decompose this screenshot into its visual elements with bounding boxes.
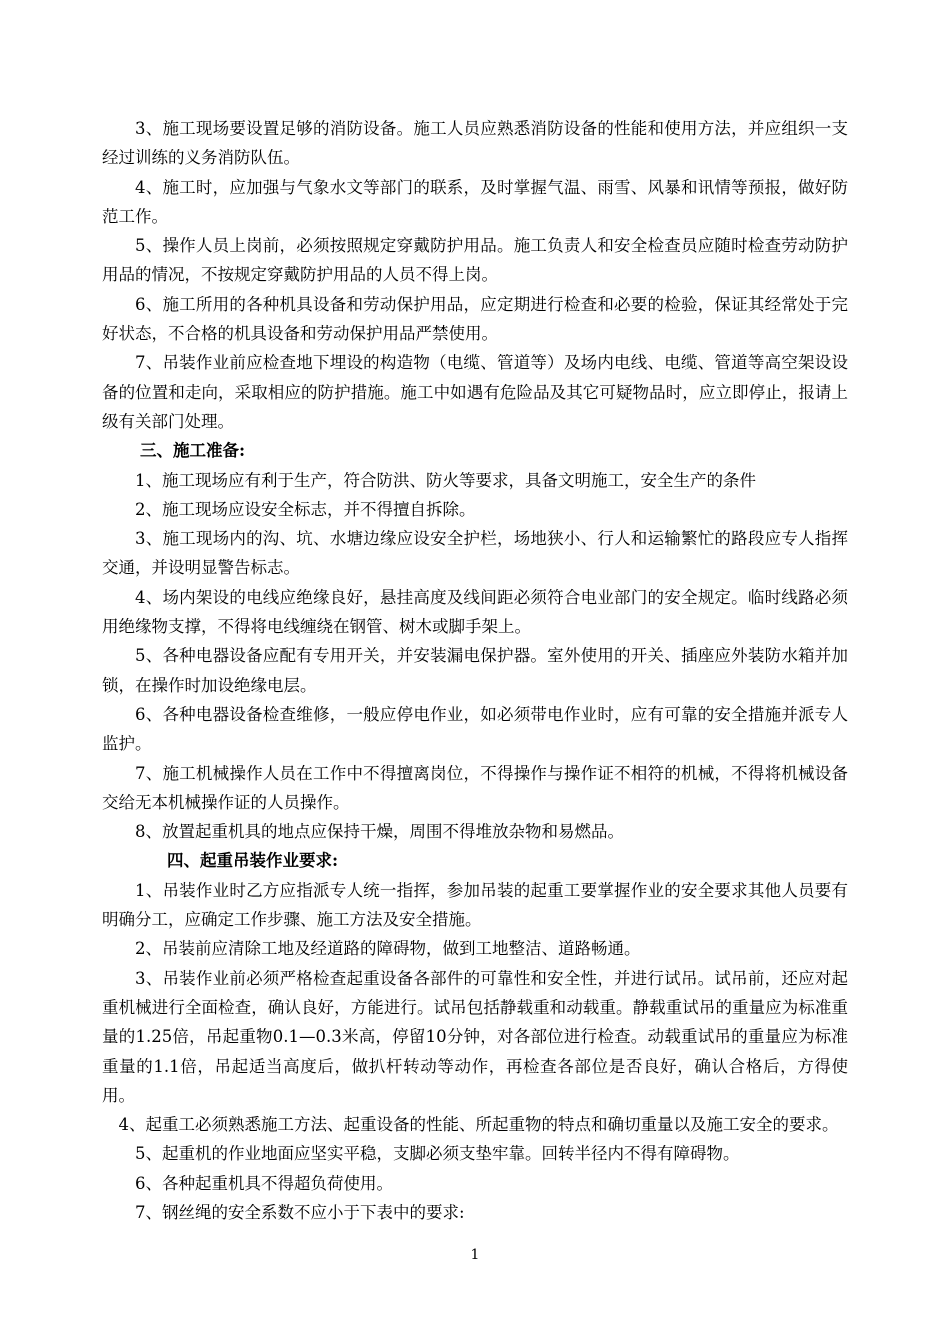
section3-item-4: 4、场内架设的电线应绝缘良好，悬挂高度及线间距必须符合电业部门的安全规定。临时线路必须用绝缘物支撑，不得将电线缠绕在钢管、树木或脚手架上。	[102, 587, 848, 637]
section3-item-6: 6、各种电器设备检查维修，一般应停电作业，如必须带电作业时，应有可靠的安全措施并派专人监护。	[102, 704, 848, 754]
section4-item-2: 2、吊装前应清除工地及经道路的障碍物，做到工地整洁、道路畅通。	[135, 939, 641, 959]
section3-heading: 三、施工准备:	[140, 441, 246, 461]
section3-item-5: 5、各种电器设备应配有专用开关，并安装漏电保护器。室外使用的开关、插座应外装防水箱并加锁，在操作时加设绝缘电层。	[102, 646, 848, 695]
section4-item-5: 5、起重机的作业地面应坚实平稳，支脚必须支垫牢靠。回转半径内不得有障碍物。	[135, 1144, 740, 1164]
section4-item-4: 4、起重工必须熟悉施工方法、起重设备的性能、所起重物的特点和确切重量以及施工安全的要求。	[118, 1115, 839, 1135]
section4-item-1: 1、吊装作业时乙方应指派专人统一指挥，参加吊装的起重工要掌握作业的安全要求其他人员要有明确分工，应确定工作步骤、施工方法及安全措施。	[102, 880, 848, 930]
section2-item-4: 4、施工时，应加强与气象水文等部门的联系，及时掌握气温、雨雪、风暴和讯情等预报，做好防范工作。	[102, 177, 848, 226]
section3-item-1: 1、施工现场应有利于生产，符合防洪、防火等要求，具备文明施工，安全生产的条件	[135, 470, 756, 490]
section3-item-3: 3、施工现场内的沟、坑、水塘边缘应设安全护栏，场地狭小、行人和运输繁忙的路段应专人指挥交通，并设明显警告标志。	[102, 529, 848, 578]
document-body	[102, 114, 848, 1227]
section3-item-7: 7、施工机械操作人员在工作中不得擅离岗位，不得操作与操作证不相符的机械，不得将机械设备交给无本机械操作证的人员操作。	[102, 763, 848, 812]
section4-item-6: 6、各种起重机具不得超负荷使用。	[135, 1173, 393, 1193]
section4-item-7: 7、钢丝绳的安全系数不应小于下表中的要求:	[135, 1202, 465, 1222]
section2-item-7: 7、吊装作业前应检查地下埋设的构造物（电缆、管道等）及场内电线、电缆、管道等高空架设设备的位置和走向，采取相应的防护措施。施工中如遇有危险品及其它可疑物品时，应立即停止，报请上级有关部门处理。	[102, 353, 848, 431]
section3-item-2: 2、施工现场应设安全标志，并不得擅自拆除。	[135, 499, 476, 519]
section3-item-8: 8、放置起重机具的地点应保持干燥，周围不得堆放杂物和易燃品。	[135, 822, 624, 842]
section2-item-3: 3、施工现场要设置足够的消防设备。施工人员应熟悉消防设备的性能和使用方法，并应组织一支经过训练的义务消防队伍。	[102, 119, 848, 168]
section4-item-3: 3、吊装作业前必须严格检查起重设备各部件的可靠性和安全性，并进行试吊。试吊前，还应对起重机械进行全面检查，确认良好，方能进行。试吊包括静载重和动载重。静载重试吊的重量应为标准重量的1.25倍，吊起重物0.1—0.3米高，停留10分钟，对各部位进行检查。动载重试吊的重量应为标准重量的1.1倍，吊起适当高度后，做扒杆转动等动作，再检查各部位是否良好，确认合格后，方得使用。	[102, 968, 848, 1105]
section4-heading: 四、起重吊装作业要求:	[167, 851, 339, 871]
page-number: 1	[470, 1247, 480, 1263]
section2-item-5: 5、操作人员上岗前，必须按照规定穿戴防护用品。施工负责人和安全检查员应随时检查劳动防护用品的情况，不按规定穿戴防护用品的人员不得上岗。	[102, 236, 848, 285]
section2-item-6: 6、施工所用的各种机具设备和劳动保护用品，应定期进行检查和必要的检验，保证其经常处于完好状态，不合格的机具设备和劳动保护用品严禁使用。	[102, 294, 848, 344]
